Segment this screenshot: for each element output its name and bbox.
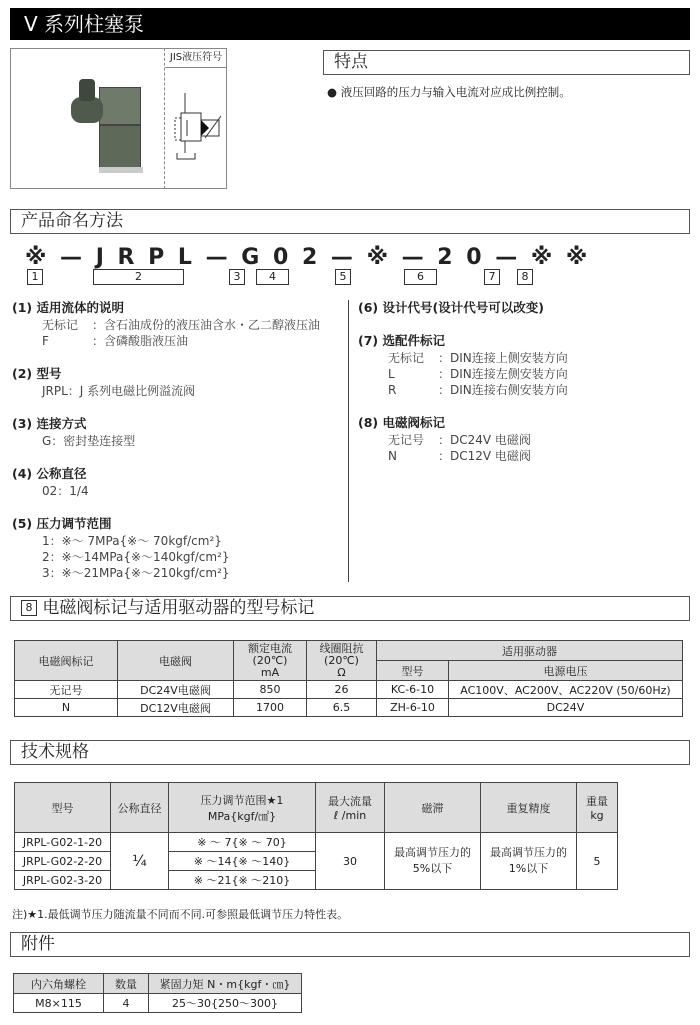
- cell: ※ ～21{※ ～210}: [169, 871, 316, 890]
- cell: 850: [234, 681, 307, 699]
- model-code: ※ — J R P L — G 0 2 — ※ — 2 0 — ※ ※: [25, 245, 591, 270]
- naming-group-heading: (2) 型号: [12, 366, 62, 381]
- cell: DC12V电磁阀: [118, 699, 234, 717]
- option-code: JRPL：J 系列电磁比例溢流阀: [42, 384, 196, 398]
- naming-group: [12, 416, 342, 449]
- naming-option: [358, 366, 688, 382]
- naming-group-heading: (7) 选配件标记: [358, 333, 445, 348]
- code-box-1: 1: [27, 269, 43, 285]
- option-code: N: [388, 449, 397, 463]
- naming-right-list: [358, 300, 688, 481]
- page-title: V 系列柱塞泵: [10, 8, 690, 40]
- col-size: 公称直径: [111, 783, 169, 833]
- naming-option: [358, 448, 688, 464]
- feature-item: ● 液压回路的压力与输入电流对应成比例控制。: [327, 85, 571, 99]
- specs-heading: 技术规格: [10, 740, 690, 765]
- option-code: 1：※～ 7MPa{※～ 70kgf/cm²}: [42, 534, 222, 548]
- col-hysteresis: 磁滞: [385, 783, 481, 833]
- code-box-3: 3: [229, 269, 245, 285]
- option-code: 无标记: [388, 351, 425, 365]
- code-box-8: 8: [517, 269, 533, 285]
- option-desc: ：含磷酸脂液压油: [92, 334, 189, 348]
- cell: 最高调节压力的 1%以下: [481, 833, 577, 890]
- col-weight: 重量 kg: [577, 783, 618, 833]
- naming-group: [358, 415, 688, 464]
- heading-number-box: 8: [21, 600, 37, 616]
- option-code: 3：※～21MPa{※～210kgf/cm²}: [42, 566, 230, 580]
- col-driver: 适用驱动器: [377, 641, 683, 661]
- option-code: 02：1/4: [42, 484, 89, 498]
- col-voltage: 电源电压: [449, 661, 683, 681]
- cell: JRPL-G02-3-20: [15, 871, 111, 890]
- accessory-heading: 附件: [10, 932, 690, 957]
- naming-group: [12, 366, 342, 399]
- option-code: 2：※～14MPa{※～140kgf/cm²}: [42, 550, 230, 564]
- cell: 最高调节压力的 5%以下: [385, 833, 481, 890]
- cell: 5: [577, 833, 618, 890]
- naming-group-heading: (5) 压力调节范围: [12, 516, 112, 531]
- naming-group: [12, 516, 342, 581]
- accessory-table: [13, 973, 302, 1013]
- cell: ※ ～ 7{※ ～ 70}: [169, 833, 316, 852]
- naming-group-heading: (3) 连接方式: [12, 416, 87, 431]
- option-code: F: [42, 334, 49, 348]
- cell: ※ ～14{※ ～140}: [169, 852, 316, 871]
- cell: 30: [316, 833, 385, 890]
- cell: 25～30{250～300}: [149, 994, 302, 1013]
- feature-text: 液压回路的压力与输入电流对应成比例控制。: [340, 85, 571, 99]
- col-bolt: 内六角螺栓: [14, 974, 104, 994]
- naming-option: [12, 533, 342, 549]
- jis-label: JIS液压符号: [165, 48, 227, 68]
- option-code: 无记号: [388, 433, 425, 447]
- cell: M8×115: [14, 994, 104, 1013]
- valve-body-icon: [71, 79, 141, 179]
- naming-left-list: [12, 300, 342, 598]
- solenoid-table: [14, 640, 683, 717]
- naming-group: [358, 333, 688, 398]
- naming-heading: 产品命名方法: [10, 209, 690, 234]
- table-row: [15, 833, 618, 852]
- option-code: G：密封垫连接型: [42, 434, 136, 448]
- hydraulic-symbol-icon: [165, 68, 227, 188]
- cell: KC-6-10: [377, 681, 449, 699]
- naming-group-heading: (1) 适用流体的说明: [12, 300, 124, 315]
- col-model: 型号: [15, 783, 111, 833]
- naming-group-heading: (6) 设计代号(设计代号可以改变): [358, 300, 544, 315]
- code-box-6: 6: [404, 269, 437, 285]
- col-resist: 线圈阻抗 (20℃) Ω: [307, 641, 377, 681]
- option-desc: ：DIN连接右侧安装方向: [438, 383, 568, 397]
- naming-group: [12, 466, 342, 499]
- naming-option: [358, 432, 688, 448]
- cell: 无记号: [15, 681, 118, 699]
- cell: 26: [307, 681, 377, 699]
- naming-option: [12, 565, 342, 581]
- cell: DC24V电磁阀: [118, 681, 234, 699]
- solenoid-heading-text: 电磁阀标记与适用驱动器的型号标记: [42, 598, 315, 618]
- option-desc: ：DIN连接左侧安装方向: [438, 367, 568, 381]
- col-torque: 紧固力矩 N・m{kgf・㎝}: [149, 974, 302, 994]
- naming-option: [358, 350, 688, 366]
- table-row: [15, 699, 683, 717]
- naming-option: [12, 433, 342, 449]
- option-desc: ：DC12V 电磁阀: [438, 449, 531, 463]
- table-row: [15, 681, 683, 699]
- cell: AC100V、AC200V、AC220V (50/60Hz): [449, 681, 683, 699]
- code-box-4: 4: [256, 269, 289, 285]
- col-model: 型号: [377, 661, 449, 681]
- col-valve: 电磁阀: [118, 641, 234, 681]
- features-heading: 特点: [323, 50, 690, 75]
- naming-option: [12, 549, 342, 565]
- naming-option: [358, 382, 688, 398]
- col-mark: 电磁阀标记: [15, 641, 118, 681]
- naming-group-heading: (8) 电磁阀标记: [358, 415, 445, 430]
- jis-symbol-panel: [164, 48, 227, 189]
- naming-group: [12, 300, 342, 349]
- col-repeat: 重复精度: [481, 783, 577, 833]
- solenoid-heading: [10, 596, 690, 621]
- col-current: 额定电流 (20℃) mA: [234, 641, 307, 681]
- code-box-5: 5: [335, 269, 351, 285]
- option-desc: ：DC24V 电磁阀: [438, 433, 531, 447]
- cell: N: [15, 699, 118, 717]
- cell: JRPL-G02-1-20: [15, 833, 111, 852]
- cell: 4: [104, 994, 149, 1013]
- col-flow: 最大流量 ℓ /min: [316, 783, 385, 833]
- col-qty: 数量: [104, 974, 149, 994]
- option-desc: ：含石油成份的液压油含水・乙二醇液压油: [92, 318, 321, 332]
- specs-note: 注)★1.最低调节压力随流量不同而不同.可参照最低调节压力特性表。: [12, 908, 349, 921]
- naming-option: [12, 333, 342, 349]
- naming-group: [358, 300, 688, 316]
- naming-option: [12, 483, 342, 499]
- cell: DC24V: [449, 699, 683, 717]
- specs-table: [14, 782, 618, 890]
- option-code: L: [388, 367, 395, 381]
- cell: 1700: [234, 699, 307, 717]
- option-code: R: [388, 383, 397, 397]
- divider: [348, 300, 349, 582]
- option-desc: ：DIN连接上侧安装方向: [438, 351, 568, 365]
- col-range: 压力调节范围★1 MPa{kgf/㎠}: [169, 783, 316, 833]
- table-row: [14, 994, 302, 1013]
- code-box-2: 2: [93, 269, 184, 285]
- option-code: 无标记: [42, 318, 79, 332]
- cell: ¼: [111, 833, 169, 890]
- naming-option: [12, 383, 342, 399]
- naming-group-heading: (4) 公称直径: [12, 466, 87, 481]
- cell: ZH-6-10: [377, 699, 449, 717]
- code-box-7: 7: [484, 269, 500, 285]
- cell: JRPL-G02-2-20: [15, 852, 111, 871]
- cell: 6.5: [307, 699, 377, 717]
- naming-option: [12, 317, 342, 333]
